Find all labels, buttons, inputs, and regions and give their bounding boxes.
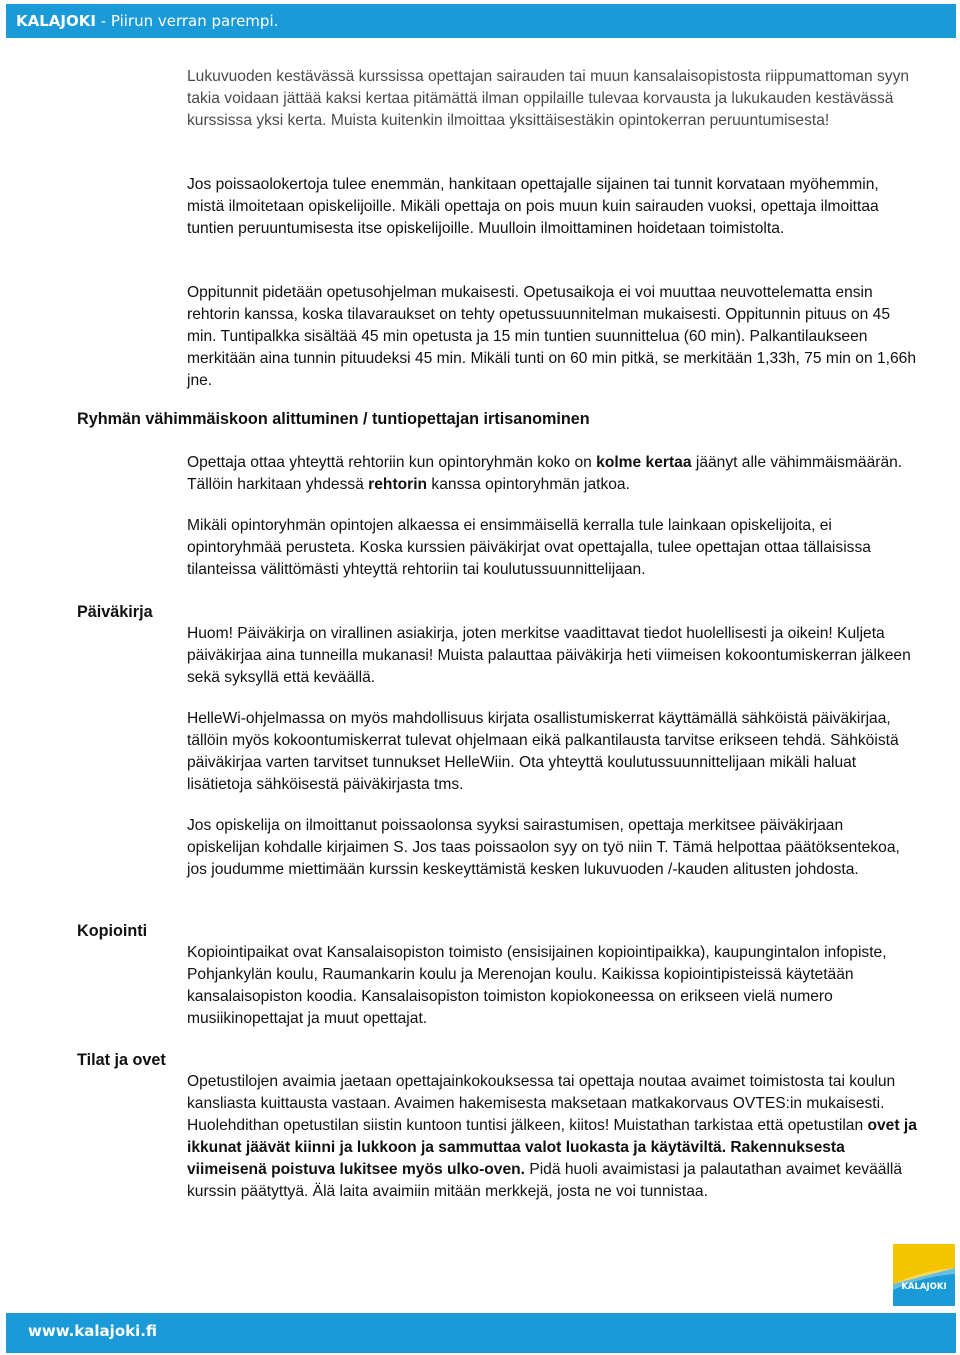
paragraph-copying: Kopiointipaikat ovat Kansalaisopiston toimisto (ensisijainen kopiointipaikka), kaupungintalon infopiste, Pohjankylän koulu, Raumankarin koulu ja Merenojan koulu. Kaikissa kopiointipisteissä käytetään kansalaisopiston koodia. Kansalaisopiston toimiston kopiokoneessa on erikseen vielä numero musiikinopettajat ja muut opettajat.	[187, 944, 887, 1027]
footer-banner	[6, 1313, 956, 1353]
header-tagline: - Piirun verran parempi.	[95, 12, 279, 30]
header-banner	[6, 4, 956, 38]
paragraph-lessons: Oppitunnit pidetään opetusohjelman mukaisesti. Opetusaikoja ei voi muuttaa neuvottelematta ensin rehtorin kanssa, koska tilavaraukset on tehty opetussuunnitelman mukaisesti. Oppitunnin pituus on 45 min. Tuntipalkka sisältää 45 min opetusta ja 15 min tuntien suunnittelua (60 min). Palkantilaukseen merkitään aina tunnin pituudeksi 45 min. Mikäli tunti on 60 min pitkä, se merkitään 1,33h, 75 min on 1,66h jne.	[187, 284, 916, 389]
logo-wordmark: KALAJOKI	[901, 1282, 947, 1292]
paragraph-cancellation: Lukuvuoden kestävässä kurssissa opettajan sairauden tai muun kansalaisopistosta riippumattoman syyn takia voidaan jättää kaksi kertaa pitämättä ilman oppilaille tulevaa korvausta ja lukukauden kestävässä kurssissa yksi kerta. Muista kuitenkin ilmoittaa yksittäisestäkin opintokerran peruuntumisesta!	[187, 68, 910, 129]
paragraph-hellewi: HelleWi-ohjelmassa on myös mahdollisuus kirjata osallistumiskerrat käyttämällä sähköistä päiväkirjaa, tällöin myös kokoontumiskerrat tulevat ohjelmaan eikä palkantilausta tarvitse erikseen tehdä. Sähköistä päiväkirjaa varten tarvitset tunnukset HelleWiin. Ota yhteyttä koulutussuunnittelijaan mikäli haluat lisätietoja sähköisestä päiväkirjasta tms.	[187, 710, 899, 793]
paragraph-diary-official: Huom! Päiväkirja on virallinen asiakirja, joten merkitse vaadittavat tiedot huolellisesti ja oikein! Kuljeta päiväkirjaa aina tunneilla mukanasi! Muista palauttaa päiväkirja heti viimeisen kokoontumiskerran jälkeen sekä syksyllä että keväällä.	[187, 625, 911, 686]
paragraph-absences: Jos poissaolokertoja tulee enemmän, hankitaan opettajalle sijainen tai tunnit korvataan myöhemmin, mistä ilmoitetaan opiskelijoille. Mikäli opettaja on pois muun kuin sairauden vuoksi, opettaja ilmoittaa tuntien peruuntumisesta itse opiskelijoille. Muulloin ilmoittaminen hoidetaan toimistolta.	[187, 176, 879, 237]
heading-copying: Kopiointi	[77, 922, 148, 940]
paragraph-group-minimum: Opettaja ottaa yhteyttä rehtoriin kun opintoryhmän koko on kolme kertaa jäänyt alle vähimmäismäärän. Tällöin harkitaan yhdessä rehtorin kanssa opintoryhmän jatkoa.	[187, 454, 903, 493]
heading-group-size: Ryhmän vähimmäiskoon alittuminen / tuntiopettajan irtisanominen	[77, 410, 590, 428]
paragraph-keys: Opetustilojen avaimia jaetaan opettajainkokouksessa tai opettaja noutaa avaimet toimistosta tai koulun kansliasta kuittausta vastaan. Avaimen hakemisesta maksetaan matkakorvaus OVTES:in mukaisesti. Huolehdithan opetustilan siistin kuntoon tuntisi jälkeen, kiitos! Muistathan tarkistaa että opetustilan ovet ja ikkunat jäävät kiinni ja lukkoon ja sammuttaa valot luokasta ja käytäviltä. Rakennuksesta viimeisenä poistuva lukitsee myös ulko-oven. Pidä huoli avaimistasi ja palautathan avaimet keväällä kurssin päätyttyä. Älä laita avaimiin mitään merkkejä, josta ne voi tunnistaa.	[187, 1073, 917, 1200]
heading-diary: Päiväkirja	[77, 603, 153, 621]
header-slogan	[16, 10, 278, 32]
header-brand: KALAJOKI	[16, 12, 96, 30]
heading-rooms-doors: Tilat ja ovet	[77, 1051, 166, 1069]
paragraph-no-students: Mikäli opintoryhmän opintojen alkaessa ei ensimmäisellä kerralla tule lainkaan opiskelijoita, ei opintoryhmää perusteta. Koska kurssien päiväkirjat ovat opettajalla, tulee opettajan ottaa tällaisissa tilanteissa välittömästi yhteyttä rehtoriin tai koulutussuunnittelijaan.	[187, 517, 871, 578]
footer-website[interactable]: www.kalajoki.fi	[28, 1322, 158, 1340]
logo-graphic	[893, 1244, 955, 1306]
kalajoki-logo	[893, 1244, 955, 1306]
paragraph-absence-marks: Jos opiskelija on ilmoittanut poissaolonsa syyksi sairastumisen, opettaja merkitsee päiväkirjaan opiskelijan kohdalle kirjaimen S. Jos taas poissaolon syy on työ niin T. Tämä helpottaa päätöksentekoa, jos joudumme miettimään kurssin keskeyttämistä kesken lukuvuoden /-kauden alitusten johdosta.	[187, 817, 900, 878]
